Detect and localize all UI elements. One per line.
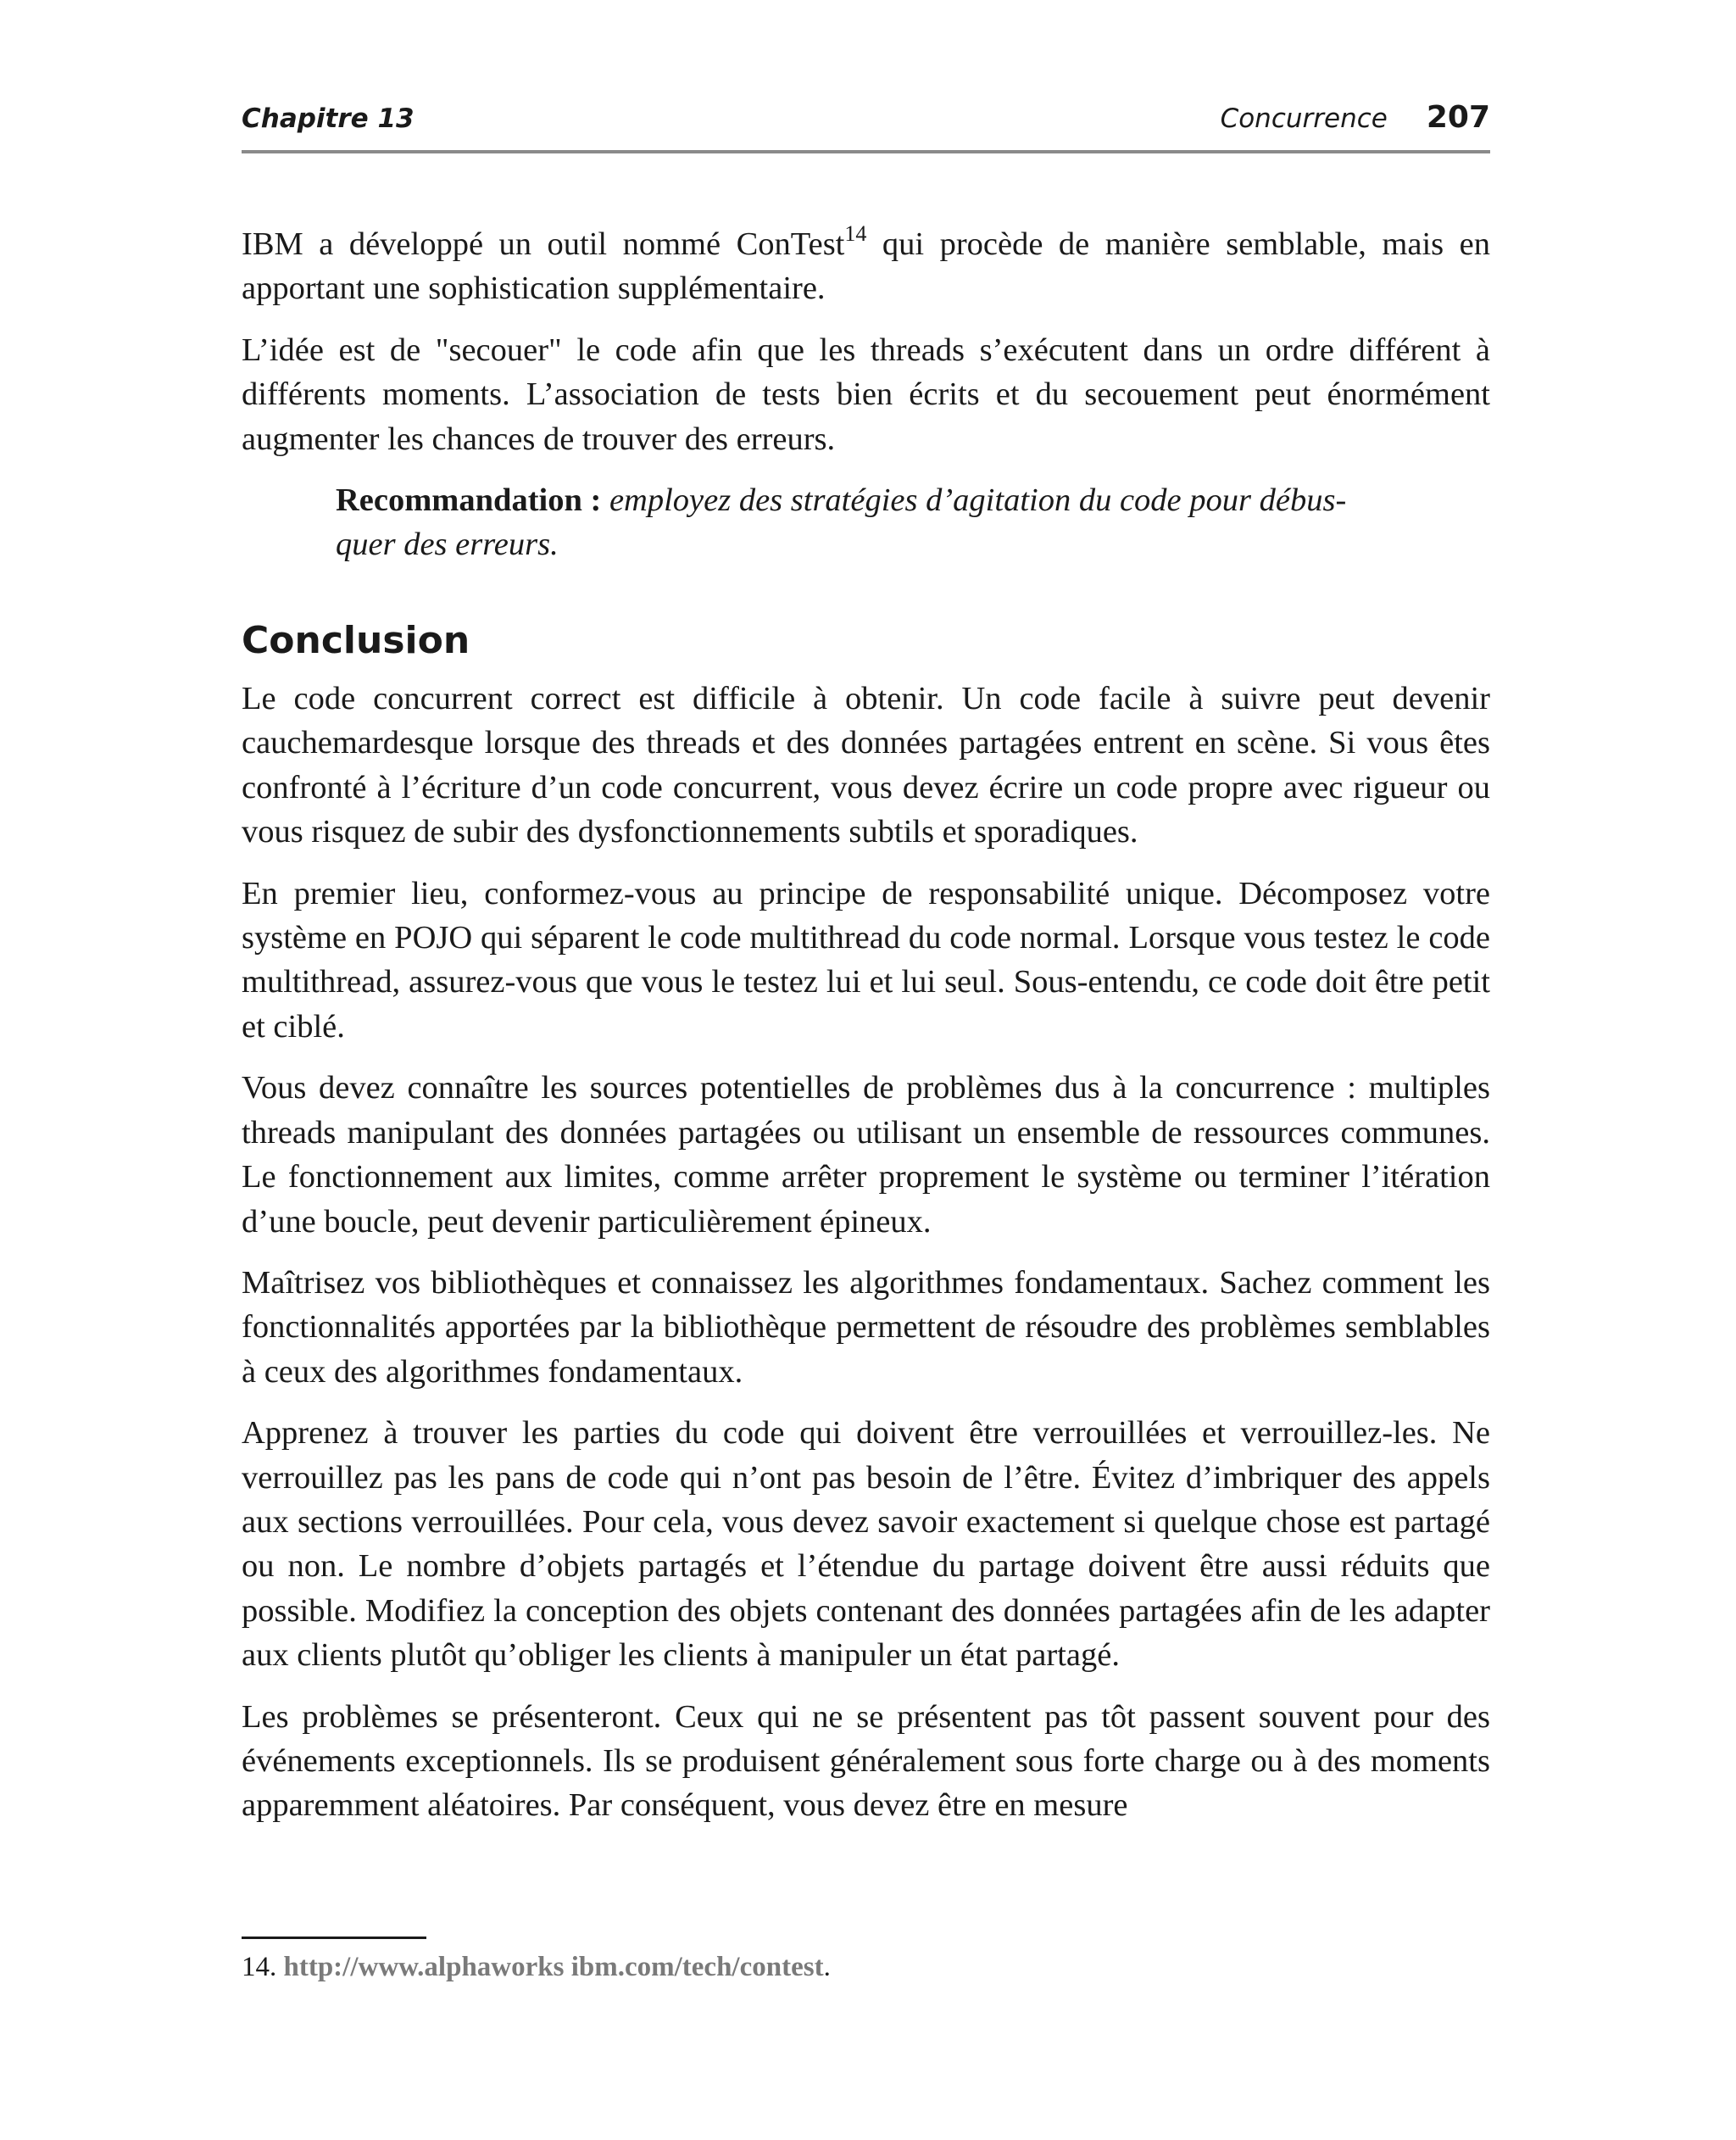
running-header: [242, 100, 1490, 153]
intro-p1-text: IBM a développé un outil nommé ConTest: [242, 226, 845, 262]
header-divider: [242, 150, 1490, 153]
conclusion-paragraph: En premier lieu, conformez-vous au principe de responsabilité unique. Décomposez votre système en POJO qui séparent le code multithread du code normal. Lorsque vous testez le code multithread, assurez-vous que vous le testez lui et lui seul. Sous-entendu, ce code doit être petit et ciblé.: [242, 875, 1490, 1045]
footnote-trailing: .: [823, 1952, 831, 1982]
header-right: [1221, 100, 1490, 135]
conclusion-paragraph: Apprenez à trouver les parties du code qui doivent être verrouillées et verrouillez-les. Ne verrouillez pas les pans de code qui n’ont pas besoin de l’être. Évitez d’imbriquer des appels aux sections verrouillées. Pour cela, vous devez savoir exactement si quelque chose est partagé ou non. Le nombre d’objets partagés et l’étendue du partage doivent être aussi réduits que possible. Modifiez la conception des objets contenant des données partagées afin de les adapter aux clients plutôt qu’obliger les clients à manipuler un état partagé.: [242, 1415, 1490, 1674]
conclusion-paragraph: Vous devez connaître les sources potentielles de problèmes dus à la concurrence : multiples threads manipulant des données partagées ou utilisant un ensemble de ressources communes. Le fonctionnement aux limites, comme arrêter proprement le système ou terminer l’itération d’une boucle, peut devenir particulièrement épineux.: [242, 1070, 1490, 1240]
footnote: [242, 1948, 831, 1986]
footnote-ref[interactable]: 14: [844, 221, 867, 247]
chapter-label: Chapitre 13: [242, 103, 415, 134]
recommendation-text: employez des stratégies d’agitation du code pour débusquer des erreurs.: [336, 482, 1347, 563]
footnote-divider: [242, 1937, 426, 1939]
page-number: 207: [1426, 100, 1490, 135]
intro-p1-text-after: qui procède de manière semblable, mais en apportant une sophistication supplémentaire.: [242, 226, 1490, 307]
footnote-number: 14.: [242, 1952, 277, 1982]
footnote-link[interactable]: http://www.alphaworks ibm.com/tech/contest: [283, 1952, 824, 1982]
page-body: [242, 222, 1490, 1845]
section-title: Concurrence: [1220, 103, 1388, 134]
intro-paragraph-1: [242, 222, 1490, 311]
recommendation-label: Recommandation :: [336, 482, 602, 519]
conclusion-heading: Conclusion: [242, 619, 470, 663]
recommendation-box: [336, 478, 1395, 566]
intro-paragraph-2: L’idée est de "secouer" le code afin que les threads s’exécutent dans un ordre différent à différents moments. L’association de tests bien écrits et du secouement peut énormément augmenter les chances de trouver des erreurs.: [242, 332, 1490, 457]
conclusion-paragraph: Les problèmes se présenteront. Ceux qui ne se présentent pas tôt passent souvent pour des événements exceptionnels. Ils se produisent généralement sous forte charge ou à des moments apparemment aléatoires. Par conséquent, vous devez être en mesure: [242, 1698, 1490, 1824]
conclusion-paragraph: Maîtrisez vos bibliothèques et connaissez les algorithmes fondamentaux. Sachez comment les fonctionnalités apportées par la bibliothèque permettent de résoudre des problèmes semblables à ceux des algorithmes fondamentaux.: [242, 1264, 1490, 1390]
conclusion-paragraph: Le code concurrent correct est difficile à obtenir. Un code facile à suivre peut devenir cauchemardesque lorsque des threads et des données partagées entrent en scène. Si vous êtes confronté à l’écriture d’un code concurrent, vous devez écrire un code propre avec rigueur ou vous risquez de subir des dysfonctionnements subtils et sporadiques.: [242, 681, 1490, 850]
